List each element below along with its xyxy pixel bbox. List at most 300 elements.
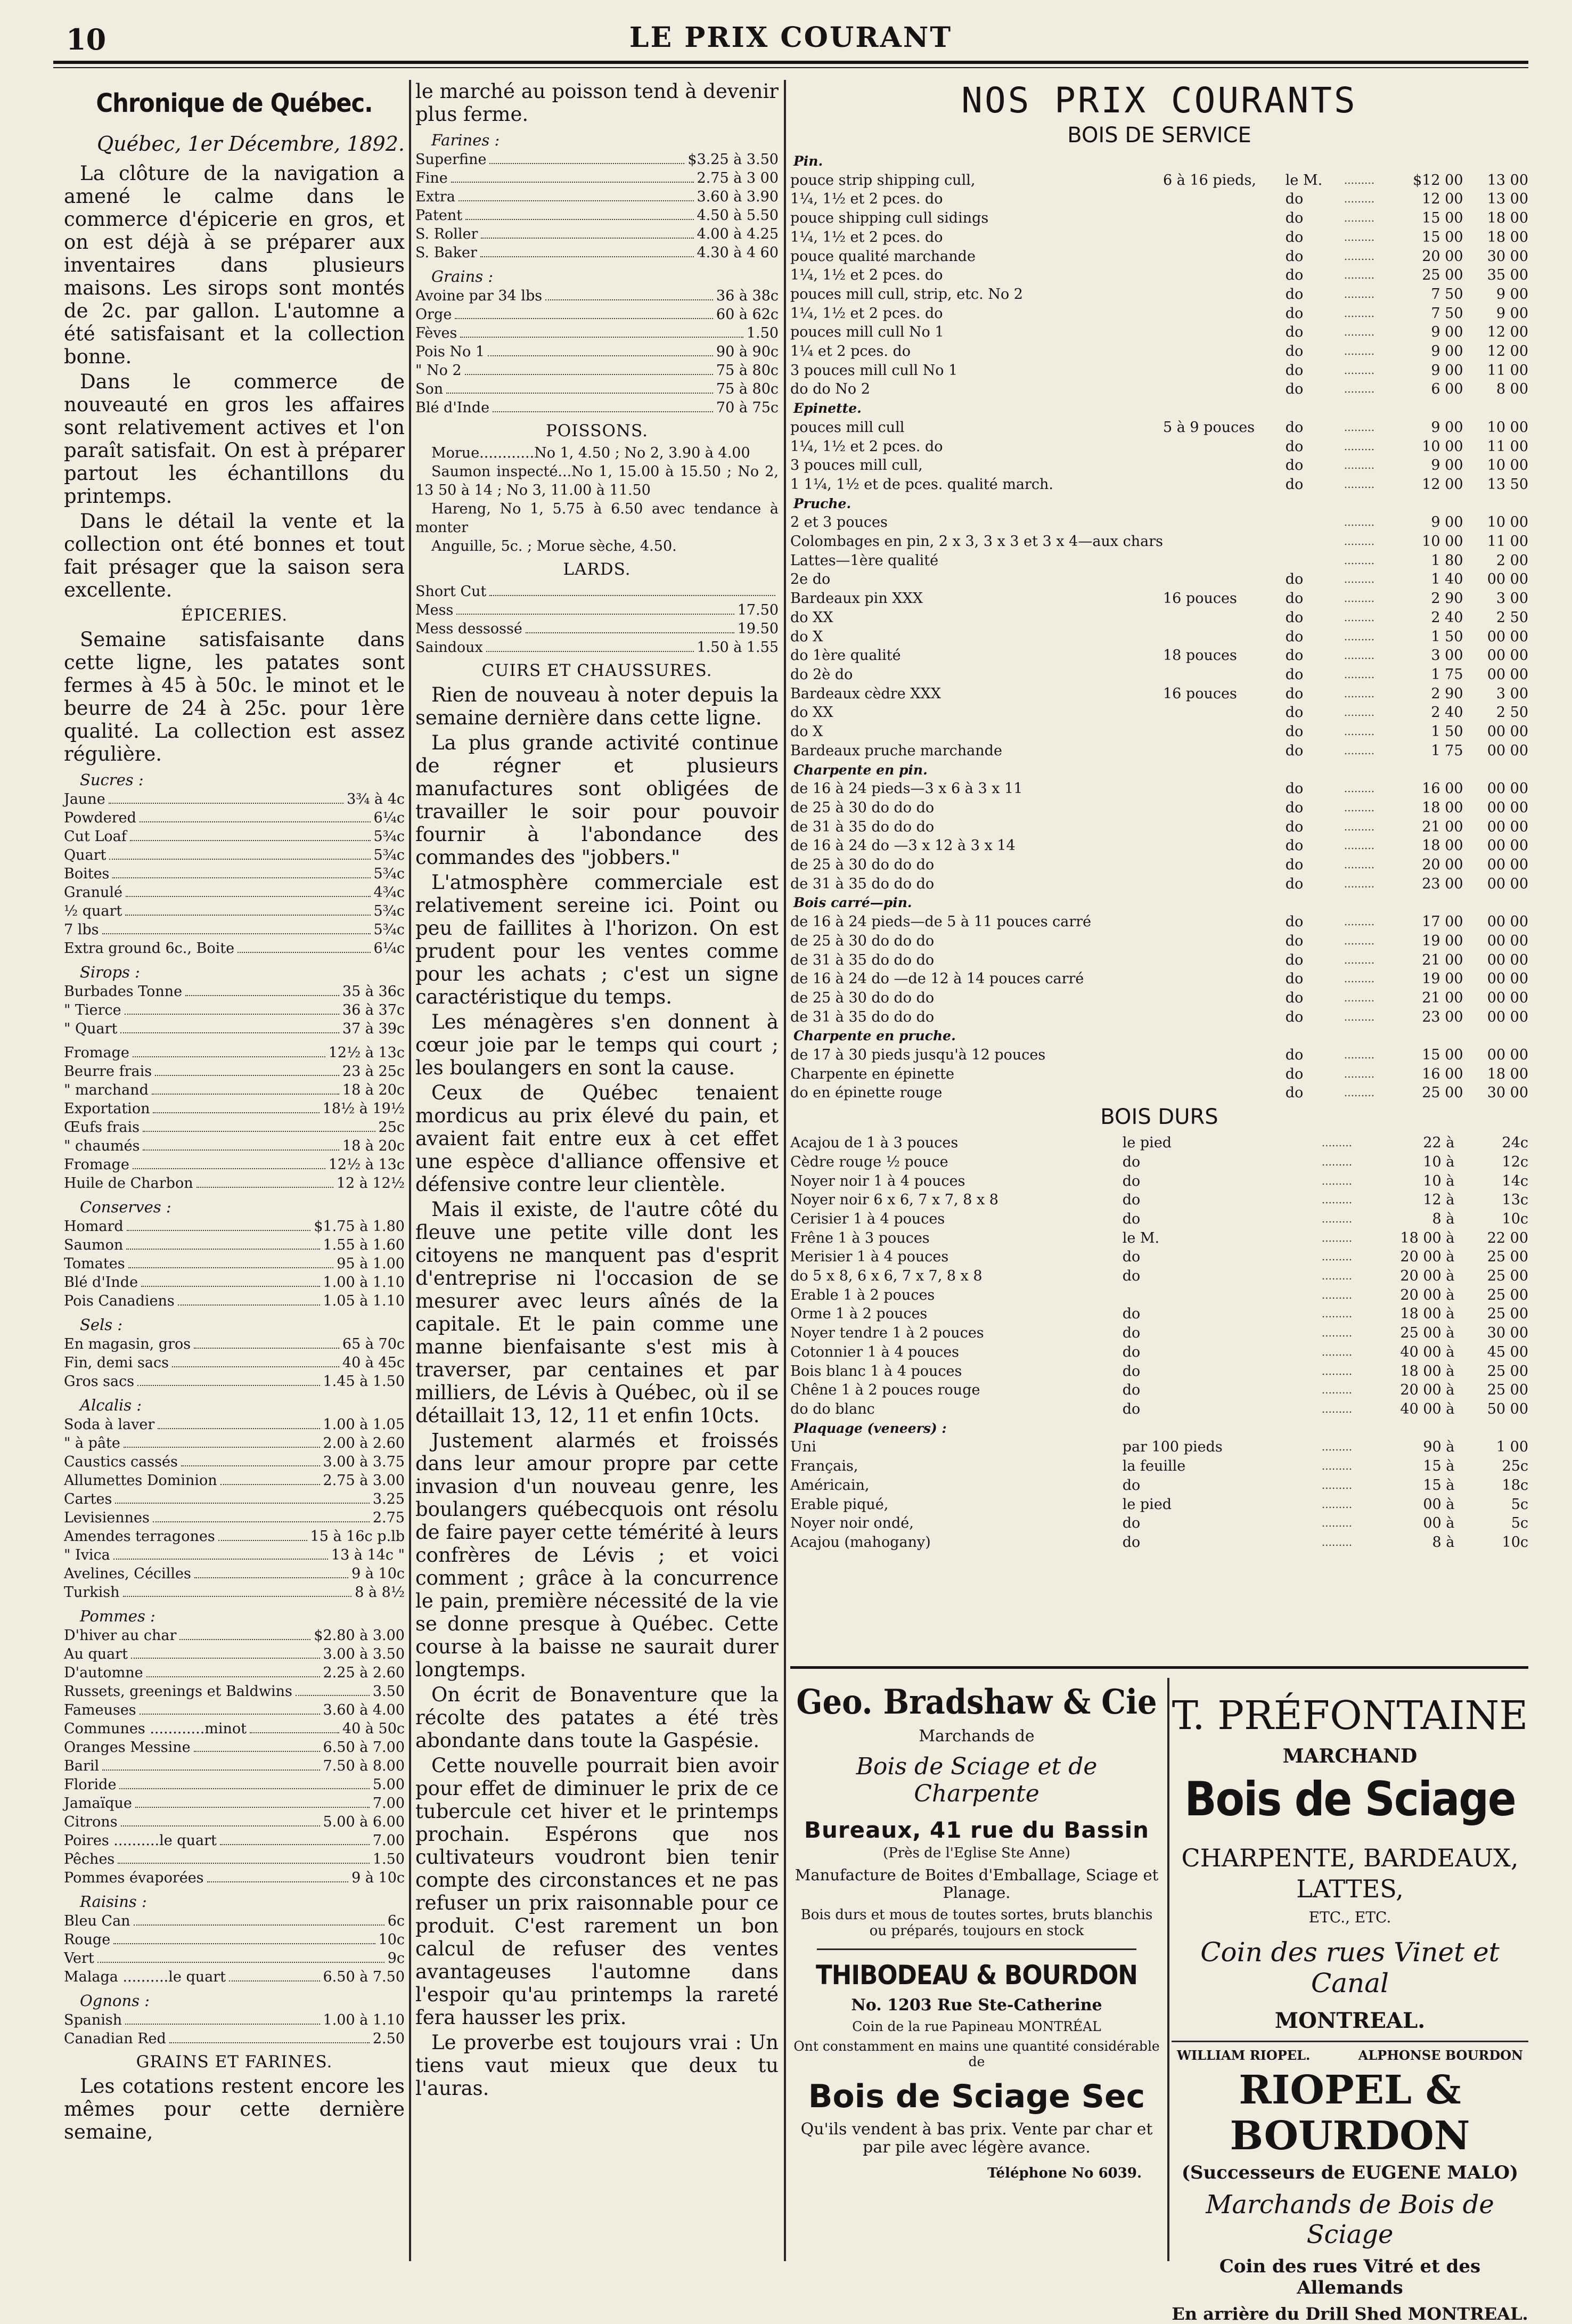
table-row [790,342,1528,361]
item-unit: do [1285,438,1304,455]
table-row [790,1172,1528,1191]
price-low: 10 à [1423,1172,1455,1189]
item-description: pouces mill cull No 1 [790,324,944,341]
item-unit: do [1285,476,1304,493]
item-unit: do [1285,457,1304,474]
price-high: 2 00 [1496,552,1528,569]
item-size [1163,1065,1286,1084]
item-unit: do [1285,419,1304,436]
item-size: 5 à 9 pouces [1162,419,1255,436]
column-prix-courants [790,80,1528,1657]
lumber-price-table [790,152,1528,1103]
dot-leader [178,1304,320,1306]
item-description: 1¼, 1½ et 2 pces. do [790,438,943,455]
dot-leader [220,1844,370,1845]
item-size [1163,912,1286,932]
item-name: En magasin, gros [64,1336,191,1352]
price-list [64,982,405,1038]
price-list [415,150,779,262]
paragraph: Cette nouvelle pourrait bien avoir pour effet de diminuer le prix de ce tubercule cet hiver et le printemps prochain. Espérons que nos cultivateurs voudront bien tenir compte des circonstances et ne pas refuser un prix raisonnable pour ce produit. C'est rarement un bon calcul de refuser des ventes avantageuses l'automne dans l'espoir qu'au printemps la rareté fera hausser les prix. [415,1754,779,2029]
item-name: Avelines, Cécilles [64,1565,191,1582]
price-high: 00 00 [1487,857,1528,874]
table-row [790,1514,1528,1533]
table-row [790,722,1528,741]
item-name: Powdered [64,810,136,826]
item-name: Au quart [64,1646,128,1662]
item-unit: le M. [1285,172,1323,189]
dot-leader [451,182,694,183]
item-unit: do [1285,191,1304,208]
item-name: D'automne [64,1665,143,1681]
dot-leader: ......... [1344,744,1375,757]
item-description: Français, [790,1458,858,1475]
item-unit: do [1285,780,1304,797]
item-size: do [1122,1153,1141,1170]
item-unit: do [1285,971,1304,988]
price-low: 2 90 [1431,685,1463,702]
price-high: 35 00 [1487,267,1528,284]
price-row [64,1949,405,1968]
dot-leader: ......... [1344,553,1375,567]
table-row [790,818,1528,837]
dot-leader: ......... [1344,1086,1375,1099]
item-price: 15 à 16c p.lb [310,1528,405,1545]
item-description: Bardeaux cèdre XXX [790,685,941,702]
item-description: de 16 à 24 pieds—3 x 6 à 3 x 11 [790,780,1023,797]
item-name: Gros sacs [64,1373,135,1390]
table-group-heading: Plaquage (veneers) : [793,1420,947,1436]
price-high: 25 00 [1487,1306,1528,1323]
item-price: 3.00 à 3.75 [323,1454,405,1470]
price-high: 00 00 [1487,780,1528,797]
item-name: " chaumés [64,1138,140,1154]
dot-leader [194,1751,320,1752]
item-description: de 31 à 35 do do do [790,1008,935,1025]
ad-bradshaw-manufacture: Manufacture de Boites d'Emballage, Sciage et Planage. [795,1866,1159,1902]
dot-leader [121,1825,320,1826]
price-list [64,1335,405,1391]
table-row [790,1083,1528,1103]
dot-leader [465,219,693,220]
dot-leader [185,995,339,996]
item-name: Homard [64,1218,124,1235]
item-description: Noyer noir 6 x 6, 7 x 7, 8 x 8 [790,1192,998,1209]
price-low: 1 75 [1431,666,1463,683]
ad-prefontaine-bois: Bois de Sciage [1184,1772,1516,1826]
item-description: pouce shipping cull sidings [790,210,989,227]
item-name: Huile de Charbon [64,1175,193,1192]
item-size [1163,969,1286,989]
ad-prefontaine-coin: Coin des rues Vinet et Canal [1200,1937,1500,1999]
item-size [1163,209,1286,228]
price-row [64,1757,405,1775]
item-unit [1255,1381,1322,1400]
dot-leader [179,1639,310,1640]
price-row [64,1043,405,1062]
item-size [1163,532,1286,551]
item-size [1163,551,1286,570]
ad-thibodeau-name: THIBODEAU & BOURDON [816,1960,1137,1991]
table-row [790,703,1528,722]
item-price: 4.00 à 4.25 [697,226,779,242]
price-row [64,2011,405,2029]
item-name: Rouge [64,1931,111,1948]
price-high: 8 00 [1496,381,1528,398]
dot-leader: ......... [1344,211,1375,225]
page-number: 10 [66,22,107,56]
table-row [790,266,1528,285]
dot-leader [488,355,713,356]
item-price: 1.05 à 1.10 [323,1293,405,1309]
dot-leader [128,1267,334,1268]
group-heading: Sirops : [80,963,140,981]
price-low: 15 00 [1422,1047,1463,1064]
dot-leader [97,1962,384,1963]
item-description: Merisier 1 à 4 pouces [790,1249,949,1266]
item-unit [1255,1229,1322,1248]
price-high: 00 00 [1487,647,1528,664]
ad-bradshaw-marchands: Marchands de [919,1727,1035,1746]
item-unit [1255,1304,1322,1324]
item-size [1163,779,1286,798]
item-description: Orme 1 à 2 pouces [790,1306,928,1323]
price-high: 00 00 [1487,875,1528,892]
table-row [790,932,1528,951]
dot-leader: ......... [1344,877,1375,890]
item-description: de 25 à 30 do do do [790,932,935,949]
price-low: 16 00 [1422,1065,1463,1082]
dot-leader [220,1484,320,1485]
dot-leader [120,1032,339,1033]
price-row [64,1850,405,1869]
group-heading: Farines : [431,131,500,149]
item-name: Oranges Messine [64,1739,191,1756]
table-row [790,1419,1528,1438]
dot-leader [455,318,713,319]
item-name: Canadian Red [64,2031,166,2047]
item-price: 2.25 à 2.60 [323,1665,405,1681]
dot-leader [458,200,694,201]
item-name: Cut Loaf [64,828,127,845]
price-high: 3 00 [1496,685,1528,702]
price-low: 20 00 à [1400,1382,1455,1399]
item-size [1163,818,1286,837]
price-high: 5c [1511,1496,1528,1513]
price-row [64,865,405,883]
price-row [415,324,779,343]
price-low: 9 00 [1431,324,1463,341]
item-name: Amendes terragones [64,1528,215,1545]
price-row [64,982,405,1001]
dot-leader [194,1348,339,1349]
item-price: 3.00 à 3.50 [323,1646,405,1662]
item-name: Fin, demi sacs [64,1355,169,1371]
dot-leader [155,1075,339,1076]
ad-riopel-marchands: Marchands de Bois de Sciage [1206,2190,1494,2249]
group-heading: Grains : [431,267,494,286]
item-name: Turkish [64,1584,120,1601]
dot-leader [296,1695,370,1696]
dot-leader [143,1149,339,1151]
table-row [790,152,1528,171]
item-price: 6.50 à 7.50 [323,1969,405,1985]
price-high: 00 00 [1487,1008,1528,1025]
article-title: Chronique de Québec. [96,88,373,118]
item-name: " marchand [64,1082,149,1098]
table-group-heading: Epinette. [793,401,862,417]
ad-riopel-right: ALPHONSE BOURDON [1358,2048,1523,2063]
price-high: 11 00 [1487,438,1528,455]
item-unit: do [1285,647,1304,664]
dot-leader [172,1366,339,1367]
price-low: 19 00 [1422,971,1463,988]
dot-leader: ......... [1344,1067,1375,1080]
item-size [1163,951,1286,970]
item-description: do en épinette rouge [790,1084,943,1102]
item-unit: do [1285,324,1304,341]
item-description: do 1ère qualité [790,647,901,664]
section-heading: CUIRS ET CHAUSSURES. [481,661,713,680]
item-size [1163,190,1286,209]
item-name: Pois No 1 [415,344,485,360]
item-description: Chêne 1 à 2 pouces rouge [790,1382,980,1399]
item-price: 5.00 [372,1776,405,1793]
price-row [415,305,779,324]
table-row [790,836,1528,855]
dot-leader: ......... [1344,820,1375,833]
ad-bradshaw-name: Geo. Bradshaw & Cie [796,1682,1157,1722]
item-name: Patent [415,207,463,224]
item-unit [1255,1172,1322,1191]
price-row [64,1453,405,1471]
section-heading: GRAINS ET FARINES. [136,2052,333,2072]
price-row [64,1912,405,1930]
price-low: 2 40 [1431,704,1463,721]
item-size [1163,989,1286,1008]
price-row [415,225,779,243]
price-low: 40 00 à [1400,1401,1455,1417]
dot-leader [486,651,694,652]
item-name: Saumon [64,1237,124,1253]
table-row [790,646,1528,665]
item-unit: do [1285,1084,1304,1102]
dot-leader [113,1559,328,1560]
price-high: 00 00 [1487,571,1528,588]
dot-leader [545,299,713,300]
item-size [1163,798,1286,818]
price-row [64,1062,405,1081]
group-heading: Sels : [80,1316,123,1334]
item-name: Beurre frais [64,1063,152,1080]
item-size: le pied [1122,1135,1172,1152]
dot-leader [207,1881,349,1882]
ad-riopel-left: WILLIAM RIOPEL. [1177,2048,1311,2063]
item-name: Fromage [64,1156,129,1173]
price-high: 12 00 [1487,324,1528,341]
dot-leader [125,915,370,916]
item-description: Lattes—1ère qualité [790,552,939,569]
table-row [790,513,1528,532]
item-unit [1255,1362,1322,1381]
price-row [415,601,779,619]
dot-leader: ......... [1344,516,1375,529]
item-size: 6 à 16 pieds, [1162,172,1256,189]
item-price: 1.50 [746,325,779,341]
dot-leader: ......... [1321,1345,1353,1358]
price-row [64,1353,405,1372]
dot-leader [481,238,693,239]
column-divider [409,80,411,2261]
price-high: 00 00 [1487,951,1528,968]
item-price: 1.00 à 1.10 [323,2012,405,2028]
item-price: 6.50 à 7.00 [323,1739,405,1756]
paragraph: Mais il existe, de l'autre côté du fleuve une petite ville dont les citoyens ne manquent pas d'esprit d'entreprise ni l'occasion de se mesurer avec leurs aînés de la capitale. Et le pain comme une manne bienfaisante s'est mis à traverser, par centaines et par milliers, de Lévis à Québec, où il se détaillait 13, 12, 11 et enfin 10cts. [415,1198,779,1427]
table-row [790,1267,1528,1286]
price-row [64,1174,405,1193]
price-row [415,169,779,187]
item-size [1163,342,1286,361]
group-heading: Alcalis : [80,1396,142,1414]
table-row [790,741,1528,761]
dot-leader [152,1094,339,1095]
dot-leader [134,1925,384,1926]
price-row [64,1968,405,1986]
dot-leader: ......... [1344,306,1375,320]
item-price: 2.75 à 3 00 [697,170,779,186]
item-description: pouces mill cull, strip, etc. No 2 [790,286,1023,303]
price-row [64,1508,405,1527]
item-price: 8 à 8½ [355,1584,405,1601]
dot-leader: ......... [1321,1288,1353,1301]
item-size: par 100 pieds [1122,1439,1223,1456]
item-description: Cerisier 1 à 4 pouces [790,1210,945,1227]
price-row [64,809,405,827]
item-name: Fameuses [64,1702,136,1718]
dot-leader: ......... [1321,1174,1353,1187]
price-low: 7 50 [1431,305,1463,322]
price-row [64,1813,405,1831]
item-size: le M. [1122,1229,1160,1246]
price-row [64,1527,405,1546]
item-name: Blé d'Inde [415,399,490,416]
dot-leader [218,1540,307,1541]
price-low: 10 00 [1422,533,1463,550]
price-row [64,1415,405,1434]
header-rule-thin [53,67,1528,68]
table-row [790,1304,1528,1324]
item-unit: do [1285,267,1304,284]
price-row [64,1155,405,1174]
item-price: 37 à 39c [342,1021,405,1037]
price-low: 16 00 [1422,780,1463,797]
item-name: Orge [415,306,452,323]
price-low: 18 00 [1422,837,1463,854]
table-row [790,1229,1528,1248]
table-row [790,171,1528,190]
dot-leader [465,374,713,375]
price-low: 10 à [1423,1153,1455,1170]
item-price: 95 à 1.00 [337,1255,405,1272]
price-high: 14c [1502,1172,1528,1189]
price-row [415,398,779,417]
ad-bradshaw-bureaux: Bureaux, 41 rue du Bassin [804,1817,1150,1843]
item-price: 10c [378,1931,405,1948]
ad-prefontaine-city: MONTREAL. [1274,2008,1426,2033]
price-list [64,1626,405,1887]
item-price: 70 à 75c [716,399,779,416]
item-name: Floride [64,1776,117,1793]
price-row [64,1794,405,1813]
price-low: 2 90 [1431,590,1463,607]
item-description: de 25 à 30 do do do [790,799,935,816]
price-high: 25 00 [1487,1363,1528,1380]
price-low: 9 00 [1431,514,1463,531]
item-name: Jamaïque [64,1795,132,1812]
ad-prefontaine-name: T. PRÉFONTAINE [1172,1693,1528,1739]
price-low: 15 à [1423,1477,1455,1494]
item-description: Bardeaux pruche marchande [790,742,1002,759]
dot-leader: ......... [1321,1193,1353,1206]
price-low: 18 00 à [1400,1229,1455,1246]
ad-riopel-partners [1172,2041,1528,2063]
item-size [1163,932,1286,951]
dot-leader [130,840,371,841]
item-price: $2.80 à 3.00 [314,1627,405,1644]
price-low: 25 00 [1422,1084,1463,1102]
item-unit: do [1285,914,1304,931]
dot-leader: ......... [1344,287,1375,300]
item-name: Russets, greenings et Baldwins [64,1683,292,1700]
dot-leader: ......... [1344,382,1375,396]
item-size: do [1122,1343,1141,1360]
price-low: 90 à [1423,1439,1455,1456]
price-high: 25 00 [1487,1268,1528,1285]
price-row [64,790,405,809]
dot-leader [125,2024,320,2025]
table-row [790,1476,1528,1495]
item-description: 1¼, 1½ et 2 pces. do [790,191,943,208]
table-row [790,209,1528,228]
item-description: Frêne 1 à 3 pouces [790,1229,930,1246]
item-unit: do [1285,951,1304,968]
table-row [790,627,1528,647]
table-row [790,380,1528,399]
item-size [1163,266,1286,285]
price-high: 18 00 [1487,1065,1528,1082]
dot-leader: ......... [1321,1402,1353,1415]
item-price: 17.50 [737,602,779,618]
item-size [1163,855,1286,875]
price-high: 12c [1502,1153,1528,1170]
item-description: do do No 2 [790,381,870,398]
price-row [64,1335,405,1353]
item-unit [1286,551,1344,570]
dot-leader [109,803,343,804]
dot-leader: ......... [1344,439,1375,453]
price-row [64,1236,405,1254]
dot-leader [194,1577,348,1578]
item-name: Saindoux [415,639,483,656]
item-description: Cotonnier 1 à 4 pouces [790,1343,959,1360]
dot-leader: ......... [1344,477,1375,491]
item-price: 5.00 à 6.00 [323,1814,405,1830]
table-row [790,589,1528,608]
item-unit: do [1285,799,1304,816]
table-row [790,551,1528,570]
dot-leader: ......... [1321,1307,1353,1320]
item-unit: do [1285,1008,1304,1025]
price-low: 9 00 [1431,343,1463,360]
